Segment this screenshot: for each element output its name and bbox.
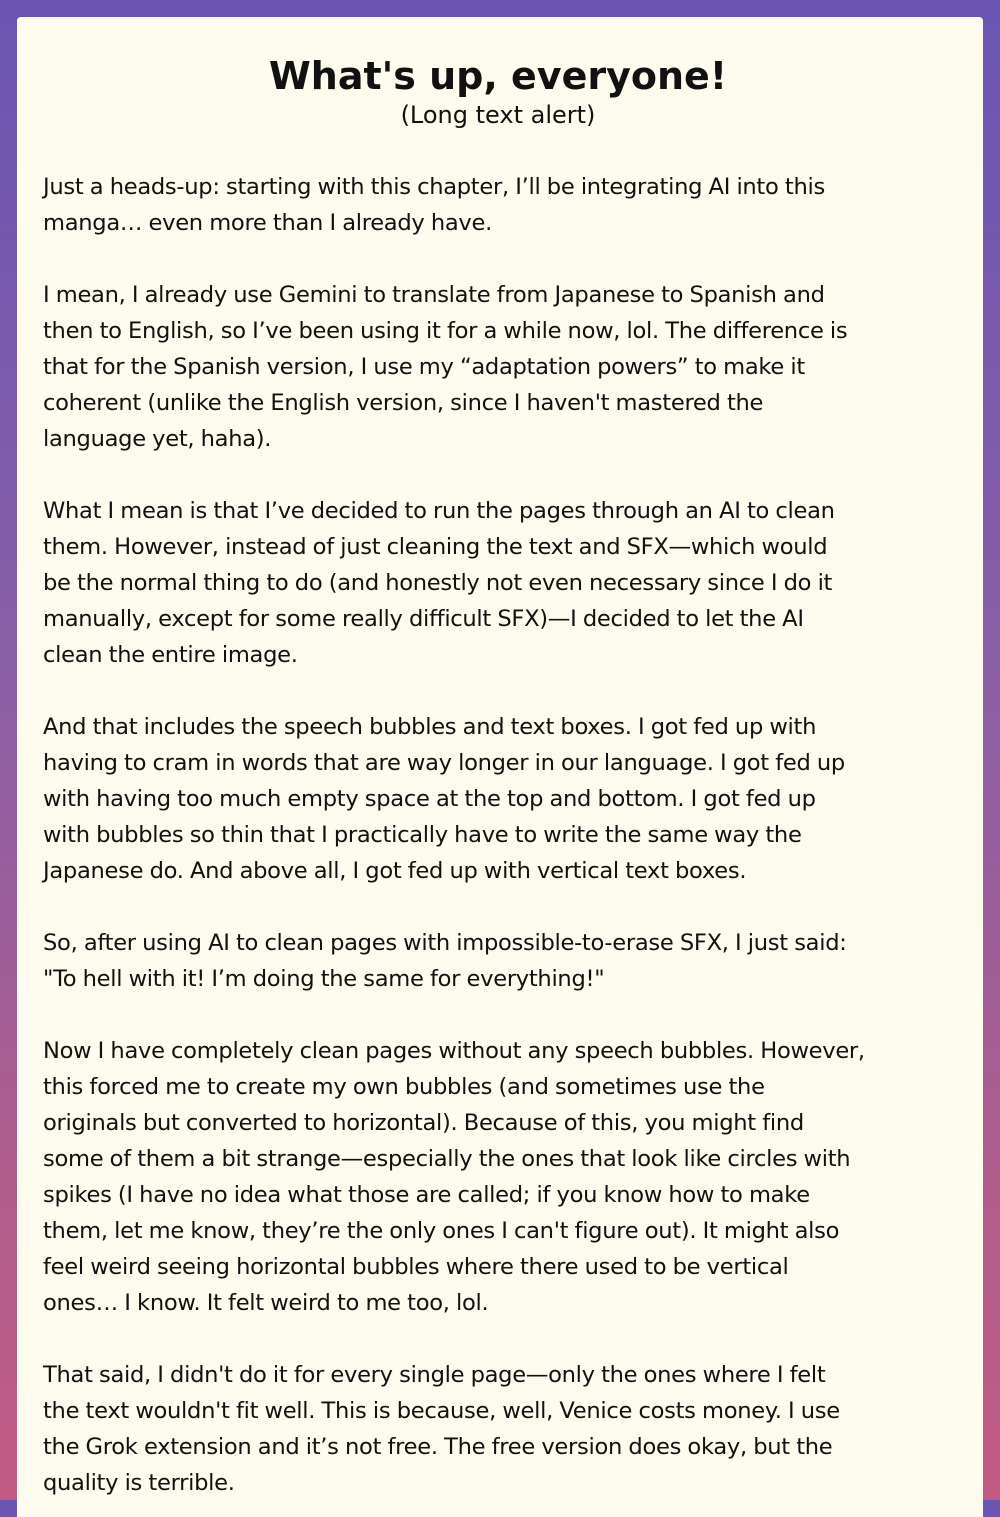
paragraph-line: What I mean is that I’ve decided to run the pages through an AI to clean — [43, 498, 835, 524]
paragraph — [43, 1357, 953, 1501]
note-page — [17, 17, 983, 1517]
paragraph-line: coherent (unlike the English version, since I haven't mastered the — [43, 390, 764, 416]
paragraph-line: So, after using AI to clean pages with impossible-to-erase SFX, I just said: — [43, 930, 847, 956]
paragraph-line: them, let me know, they’re the only ones I can't figure out). It might also — [43, 1218, 840, 1244]
paragraph-line: quality is terrible. — [43, 1470, 235, 1496]
paragraph-line: some of them a bit strange—especially the ones that look like circles with — [43, 1146, 851, 1172]
paragraph-line: manga… even more than I already have. — [43, 210, 492, 236]
paragraph-line: manually, except for some really difficult SFX)—I decided to let the AI — [43, 606, 804, 632]
paragraph-line: with bubbles so thin that I practically have to write the same way the — [43, 822, 802, 848]
paragraph-line: Now I have completely clean pages without any speech bubbles. However, — [43, 1038, 865, 1064]
paragraph — [43, 709, 953, 889]
page-title: What's up, everyone! — [268, 54, 728, 98]
paragraph-line: that for the Spanish version, I use my “adaptation powers” to make it — [43, 354, 805, 380]
paragraph-line: the text wouldn't fit well. This is because, well, Venice costs money. I use — [43, 1398, 840, 1424]
paragraph — [43, 493, 953, 673]
page-subtitle: (Long text alert) — [400, 101, 596, 129]
paragraph-line: the Grok extension and it’s not free. The free version does okay, but the — [43, 1434, 833, 1460]
paragraph-line: clean the entire image. — [43, 642, 298, 668]
paragraph-line: originals but converted to horizontal). Because of this, you might find — [43, 1110, 804, 1136]
paragraph-line: spikes (I have no idea what those are called; if you know how to make — [43, 1182, 810, 1208]
paragraph-line: this forced me to create my own bubbles (and sometimes use the — [43, 1074, 765, 1100]
paragraph — [43, 277, 953, 457]
paragraph — [43, 1033, 953, 1321]
paragraph-line: Just a heads-up: starting with this chapter, I’ll be integrating AI into this — [43, 174, 825, 200]
paragraph-line: be the normal thing to do (and honestly not even necessary since I do it — [43, 570, 833, 596]
paragraph-line: ones… I know. It felt weird to me too, lol. — [43, 1290, 489, 1316]
paragraph-line: having to cram in words that are way longer in our language. I got fed up — [43, 750, 845, 776]
paragraph-line: That said, I didn't do it for every single page—only the ones where I felt — [43, 1362, 826, 1388]
paragraph-line: I mean, I already use Gemini to translate from Japanese to Spanish and — [43, 282, 825, 308]
paragraph — [43, 925, 953, 997]
paragraph-line: then to English, so I’ve been using it for a while now, lol. The difference is — [43, 318, 848, 344]
body-text — [43, 169, 953, 1501]
paragraph-line: them. However, instead of just cleaning the text and SFX—which would — [43, 534, 828, 560]
paragraph — [43, 169, 953, 241]
paragraph-line: "To hell with it! I’m doing the same for everything!" — [43, 966, 605, 992]
paragraph-line: with having too much empty space at the top and bottom. I got fed up — [43, 786, 816, 812]
paragraph-line: Japanese do. And above all, I got fed up with vertical text boxes. — [43, 858, 747, 884]
paragraph-line: language yet, haha). — [43, 426, 272, 452]
paragraph-line: feel weird seeing horizontal bubbles where there used to be vertical — [43, 1254, 789, 1280]
paragraph-line: And that includes the speech bubbles and text boxes. I got fed up with — [43, 714, 817, 740]
